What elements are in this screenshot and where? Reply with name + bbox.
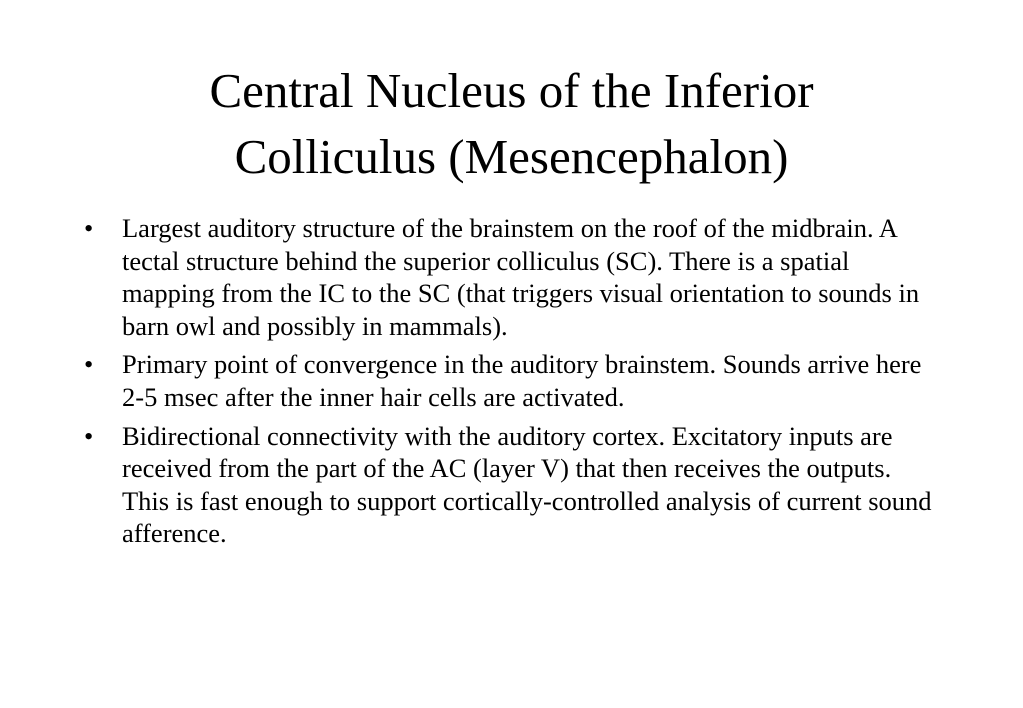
- bullet-item-2: [84, 348, 944, 413]
- bullet-text-1: Largest auditory structure of the brainstem on the roof of the midbrain. A tectal structure behind the superior colliculus (SC). There is a spatial mapping from the IC to the SC (that triggers visual orientation to sounds in barn owl and possibly in mammals).: [122, 213, 920, 341]
- bullet-dot-icon: •: [84, 213, 94, 243]
- bullet-text-3: Bidirectional connectivity with the auditory cortex. Excitatory inputs are received from the part of the AC (layer V) that then receives the outputs. This is fast enough to support cortically-controlled analysis of current sound afference.: [122, 420, 932, 549]
- bullet-text-2: Primary point of convergence in the auditory brainstem. Sounds arrive here 2-5 msec after the inner hair cells are activated.: [122, 349, 922, 412]
- slide-title: Central Nucleus of the Inferior Colliculus (Mesencephalon): [209, 63, 814, 184]
- bullet-item-1: [84, 212, 944, 342]
- bullet-item-3: [84, 420, 944, 550]
- bullet-dot-icon: •: [84, 349, 94, 380]
- bullet-dot-icon: •: [84, 420, 94, 451]
- bullet-list: [84, 212, 944, 556]
